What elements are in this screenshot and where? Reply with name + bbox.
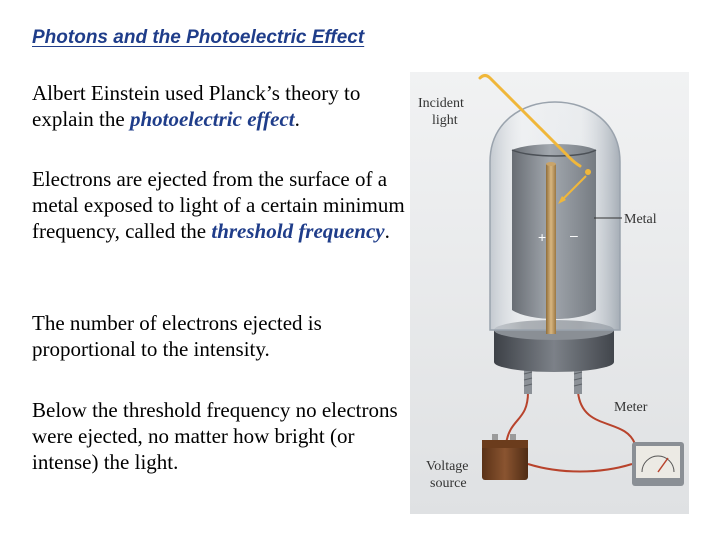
term-photoelectric-effect: photoelectric effect: [129, 107, 295, 131]
label-incident-light-line1: Incident: [418, 96, 464, 111]
label-metal: Metal: [624, 212, 657, 227]
meter-face: [636, 446, 680, 478]
paragraph-threshold: [32, 166, 407, 244]
paragraph-einstein: [32, 80, 407, 132]
label-voltage-source-line2: source: [430, 476, 467, 491]
paragraph-intensity: The number of electrons ejected is proportional to the intensity.: [32, 311, 322, 361]
paragraph-below-threshold: Below the threshold frequency no electrons were ejected, no matter how bright (or intense) the light.: [32, 398, 398, 474]
collector-rod-top: [546, 162, 556, 166]
battery-terminal-right: [510, 434, 516, 440]
photoelectric-apparatus-figure: [410, 72, 689, 514]
paragraph-end: .: [384, 219, 390, 243]
battery-top: [482, 440, 528, 448]
label-incident-light-line2: light: [432, 113, 458, 128]
label-meter: Meter: [614, 400, 648, 415]
apparatus-svg: [410, 72, 689, 514]
battery-terminal-left: [492, 434, 498, 440]
slide-title: Photons and the Photoelectric Effect: [32, 27, 365, 48]
plus-sign: +: [538, 229, 547, 245]
paragraph-text: Electrons are ejected from the surface of a metal exposed to light of a certain minimum frequency, called the: [32, 167, 405, 243]
paragraph-text: Albert Einstein used Planck’s theory to explain the: [32, 81, 361, 131]
paragraph-end: .: [294, 107, 300, 131]
term-threshold-frequency: threshold frequency: [211, 219, 385, 243]
minus-sign: –: [570, 227, 578, 243]
label-voltage-source-line1: Voltage: [426, 459, 469, 474]
light-impact-point: [585, 169, 591, 175]
collector-rod: [546, 164, 556, 334]
